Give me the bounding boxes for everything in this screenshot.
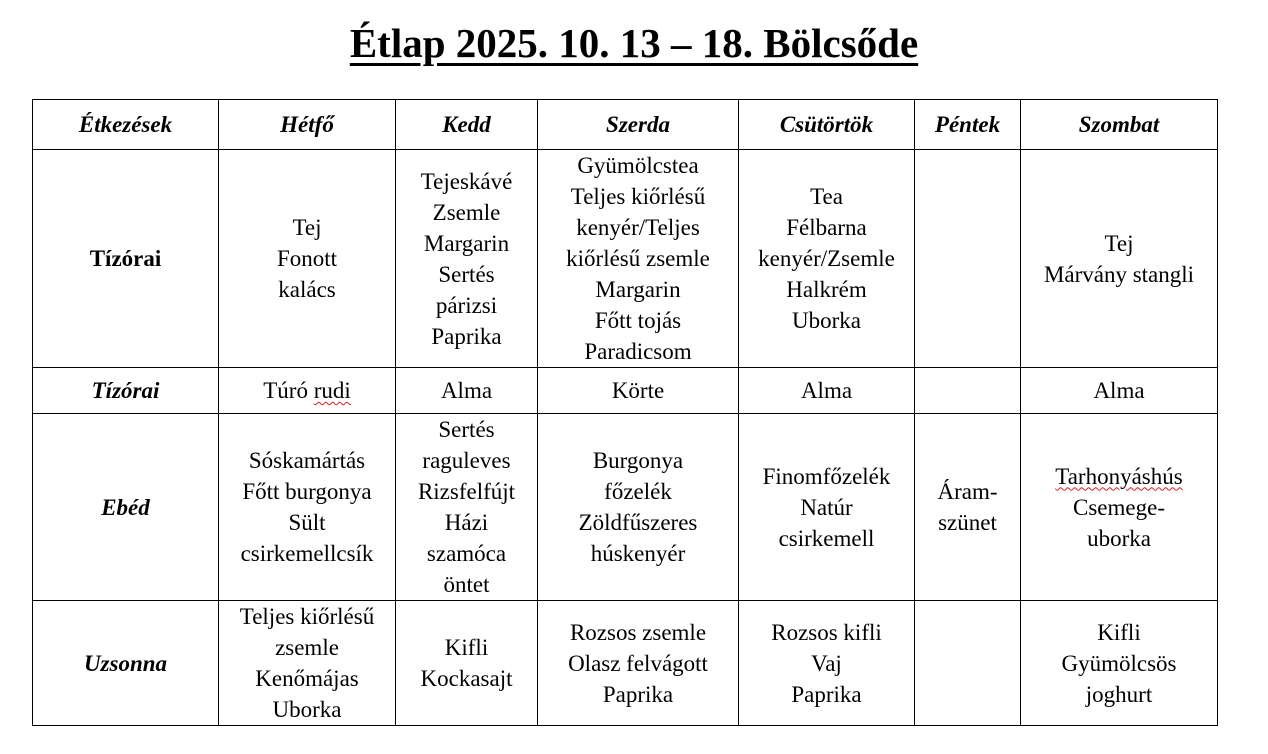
header-day-thursday: Csütörtök (739, 100, 915, 150)
menu-item: kenyér/Teljes (576, 215, 700, 240)
menu-item: Uborka (272, 697, 342, 722)
menu-item: Rizsfelfújt (417, 479, 516, 504)
menu-item: Áram- (937, 479, 998, 504)
menu-cell-monday (219, 414, 396, 601)
menu-cell-tuesday (396, 368, 538, 414)
menu-item: Teljes kiőrlésű (570, 184, 706, 209)
menu-item: Finomfőzelék (762, 463, 891, 489)
header-day-friday: Péntek (915, 100, 1021, 150)
menu-cell-saturday (1021, 414, 1218, 601)
menu-cell-saturday (1021, 368, 1218, 414)
menu-item: szamóca (426, 541, 507, 566)
menu-item: Uborka (792, 308, 861, 333)
menu-cell-tuesday (396, 414, 538, 601)
menu-item: Paradicsom (584, 339, 692, 364)
menu-item: Fonott (276, 246, 338, 271)
menu-cell-thursday (739, 150, 915, 368)
menu-table (32, 99, 1218, 726)
menu-item: főzelék (604, 479, 672, 504)
menu-cell-saturday (1021, 150, 1218, 368)
menu-item: Natúr (800, 494, 853, 520)
menu-item: öntet (443, 572, 490, 597)
header-day-saturday: Szombat (1021, 100, 1218, 150)
table-row (33, 414, 1218, 601)
meal-label: Tízórai (33, 150, 219, 368)
meal-label: Ebéd (33, 414, 219, 601)
menu-item: Alma (800, 378, 853, 403)
menu-item: Tarhonyáshús (1055, 463, 1183, 489)
menu-item: Kockasajt (420, 666, 513, 691)
menu-item: Tea (810, 184, 843, 209)
menu-item: Gyümölcstea (577, 153, 699, 178)
menu-item-part: Túró (263, 378, 314, 403)
menu-item: párizsi (435, 292, 498, 318)
menu-item: Sóskamártás (248, 448, 366, 473)
header-day-tuesday: Kedd (396, 100, 538, 150)
menu-item: Teljes kiőrlésű (239, 604, 375, 629)
menu-item: Kifli (444, 635, 489, 660)
menu-item: Tejeskávé (420, 168, 513, 194)
menu-item: Burgonya (592, 448, 684, 473)
menu-cell-thursday (739, 368, 915, 414)
menu-item: csirkemell (778, 525, 875, 551)
menu-cell-saturday (1021, 601, 1218, 726)
menu-item: Főtt tojás (594, 308, 682, 333)
menu-item: Zöldfűszeres (578, 510, 698, 535)
meal-label: Tízórai (33, 368, 219, 414)
menu-cell-tuesday (396, 150, 538, 368)
menu-cell-friday (915, 414, 1021, 601)
menu-item: Tej (292, 215, 322, 240)
menu-item: joghurt (1085, 681, 1153, 707)
menu-cell-friday (915, 150, 1021, 368)
menu-item: Kenőmájas (255, 666, 359, 691)
menu-item: Margarin (423, 230, 510, 256)
spellcheck-word: rudi (313, 378, 351, 403)
menu-cell-wednesday (538, 150, 739, 368)
header-day-wednesday: Szerda (538, 100, 739, 150)
menu-item: Paprika (791, 681, 862, 707)
menu-cell-thursday (739, 414, 915, 601)
menu-cell-monday (219, 150, 396, 368)
menu-item: Tej (1104, 230, 1134, 256)
menu-item: kiőrlésű zsemle (566, 246, 710, 271)
menu-item: Alma (1093, 378, 1145, 403)
menu-item: Körte (611, 378, 665, 403)
menu-item: Kifli (1097, 619, 1141, 645)
page-title-text: Étlap 2025. 10. 13 – 18. Bölcsőde (349, 20, 919, 66)
menu-item: csirkemellcsík (240, 541, 374, 566)
meal-label: Uzsonna (33, 601, 219, 726)
menu-item: Házi (444, 510, 489, 535)
menu-item: Olasz felvágott (568, 650, 708, 676)
header-row (33, 100, 1218, 150)
menu-item: Vaj (811, 650, 842, 676)
menu-cell-monday (219, 601, 396, 726)
page-title (0, 14, 1268, 72)
menu-item: Csemege- (1073, 494, 1165, 520)
table-row (33, 150, 1218, 368)
table-row (33, 368, 1218, 414)
table-row (33, 601, 1218, 726)
menu-cell-friday (915, 368, 1021, 414)
header-meals: Étkezések (33, 100, 219, 150)
menu-item: Paprika (602, 681, 674, 707)
menu-item: Sertés (438, 261, 495, 287)
menu-item: Halkrém (786, 277, 867, 302)
menu-item: Sertés (438, 417, 495, 442)
menu-item (221, 375, 393, 406)
menu-item: húskenyér (590, 541, 686, 566)
menu-item: Márvány stangli (1043, 261, 1195, 287)
menu-item: Alma (440, 378, 493, 403)
menu-item: kenyér/Zsemle (758, 246, 895, 271)
menu-cell-friday (915, 601, 1021, 726)
menu-item: Rozsos zsemle (569, 619, 707, 645)
menu-item: Rozsos kifli (771, 619, 882, 645)
menu-item: Főtt burgonya (242, 479, 372, 504)
menu-item: Gyümölcsös (1061, 650, 1177, 676)
menu-item: zsemle (275, 635, 339, 660)
menu-item: Sült (288, 510, 326, 535)
menu-cell-monday (219, 368, 396, 414)
menu-cell-tuesday (396, 601, 538, 726)
menu-item: raguleves (422, 448, 511, 473)
menu-item: szünet (938, 510, 997, 535)
menu-item: uborka (1087, 525, 1151, 551)
menu-cell-wednesday (538, 601, 739, 726)
menu-item: kalács (278, 277, 336, 302)
menu-cell-wednesday (538, 368, 739, 414)
menu-item: Félbarna (786, 215, 867, 240)
menu-item: Margarin (595, 277, 681, 302)
menu-item: Zsemle (432, 199, 501, 225)
menu-cell-wednesday (538, 414, 739, 601)
menu-cell-thursday (739, 601, 915, 726)
menu-item: Paprika (431, 323, 502, 349)
header-day-monday: Hétfő (219, 100, 396, 150)
